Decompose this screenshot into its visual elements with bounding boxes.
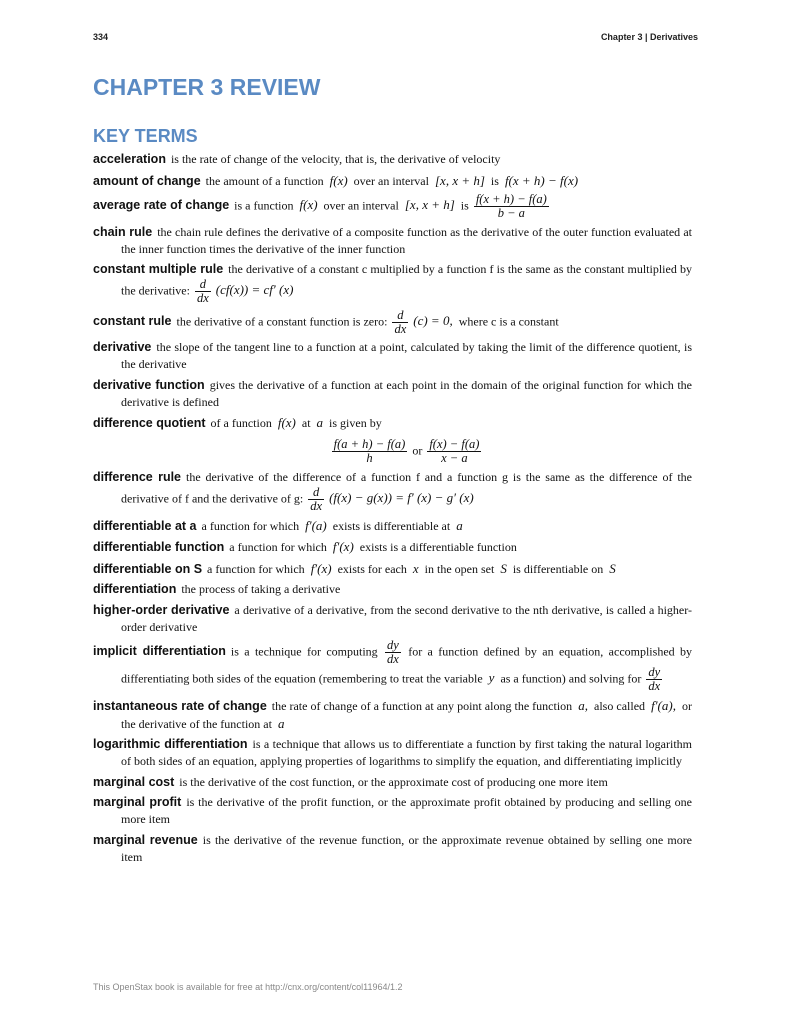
math-expression: f(x)	[329, 172, 348, 188]
definition-text: at	[298, 416, 314, 430]
definition-text: the derivative of a constant function is zero:	[176, 313, 391, 328]
definition-text: the slope of the tangent line to a function at a point, calculated by taking the limit of the difference quotient, is the derivative	[121, 340, 692, 371]
definition-text: the process of taking a derivative	[181, 582, 341, 596]
math-expression: S	[609, 560, 616, 576]
glossary-term: marginal profit	[93, 795, 182, 809]
definition-text: a function for which	[229, 540, 330, 554]
math-expression: f′(x)	[332, 539, 354, 554]
definition-text: for a function defined by an equation, accomplished by differentiating both sides of the equation (remembering to treat the variable	[121, 644, 693, 686]
fraction-numerator: f(x + h) − f(a)	[475, 192, 547, 206]
glossary-term: acceleration	[93, 152, 166, 166]
glossary-entry	[93, 172, 692, 190]
fraction-denominator: h	[366, 451, 373, 465]
definition-text: of a function	[210, 416, 275, 430]
fraction-numerator: f(a + h) − f(a)	[333, 437, 406, 451]
definition-text: is the derivative of the cost function, or the approximate cost of producing one more item	[179, 774, 608, 789]
math-fraction	[195, 278, 211, 305]
fraction-denominator: dx	[310, 499, 323, 513]
glossary-entry	[93, 469, 692, 513]
definition-text: over an interval	[350, 173, 432, 188]
glossary-term: higher-order derivative	[93, 602, 230, 617]
math-expression: f(x)	[299, 197, 318, 213]
definition-text: over an interval	[320, 198, 402, 213]
definition-text: also called	[590, 698, 649, 713]
fraction-numerator: f(x) − f(a)	[429, 437, 480, 451]
definition-text: the derivative of a constant c multiplied by a function f is the same as the constant multiplied by the derivative:	[121, 262, 692, 298]
definition-text: is a function	[234, 198, 297, 213]
math-expression: [x, x + h]	[434, 172, 485, 188]
definition-text: or the derivative of the function at	[121, 698, 692, 731]
math-expression: y	[488, 670, 495, 686]
definition-text: is the rate of change of the velocity, that is, the derivative of velocity	[170, 152, 501, 166]
glossary-term: constant multiple rule	[93, 262, 224, 276]
glossary-entry	[93, 151, 692, 168]
chapter-title: CHAPTER 3 REVIEW	[93, 74, 321, 100]
glossary-entry	[93, 560, 692, 578]
math-expression: f(x)	[277, 415, 296, 430]
definition-text: is	[487, 173, 502, 188]
page-footer: This OpenStax book is available for free at http://cnx.org/content/col11964/1.2	[93, 982, 403, 992]
glossary-term: differentiable on S	[93, 561, 203, 576]
math-expression: (cf(x)) = cf′ (x)	[215, 282, 294, 298]
glossary-term: differentiation	[93, 582, 177, 596]
math-expression: S	[500, 560, 507, 576]
math-fraction	[392, 309, 408, 336]
math-fraction	[385, 639, 401, 666]
fraction-denominator: dx	[394, 321, 407, 336]
glossary-term: amount of change	[93, 173, 201, 188]
math-fraction	[308, 486, 324, 513]
glossary-term: derivative function	[93, 377, 205, 392]
definition-text: the amount of a function	[205, 173, 327, 188]
definition-text: in the open set	[421, 561, 498, 576]
glossary-entry	[93, 309, 692, 336]
page-number: 334	[93, 32, 109, 42]
definition-text: is differentiable on	[509, 561, 607, 576]
math-expression: [x, x + h]	[404, 197, 455, 213]
definition-text: is the derivative of the revenue function, or the approximate revenue obtained by selling one more item	[121, 832, 693, 864]
definition-text: is a technique for computing	[230, 644, 384, 659]
glossary-entry	[93, 414, 692, 465]
definition-text: exists is a differentiable function	[356, 540, 517, 554]
math-expression: f′(x)	[310, 560, 332, 576]
definition-text: exists is differentiable at	[329, 518, 454, 533]
math-expression: f′(a),	[651, 697, 676, 713]
key-terms-list	[93, 151, 692, 869]
glossary-term: instantaneous rate of change	[93, 698, 267, 713]
math-expression: f(x + h) − f(x)	[504, 172, 579, 188]
definition-text: where c is a constant	[455, 313, 559, 328]
glossary-entry	[93, 339, 692, 373]
math-fraction	[646, 666, 662, 693]
glossary-term: marginal revenue	[93, 832, 198, 847]
definition-text: the rate of change of a function at any point along the function	[271, 698, 576, 713]
math-expression: a	[277, 715, 285, 731]
glossary-entry	[93, 538, 692, 556]
fraction-denominator: x − a	[441, 451, 468, 465]
math-fraction	[474, 193, 549, 220]
glossary-entry	[93, 774, 692, 791]
glossary-entry	[93, 261, 692, 305]
math-fraction	[427, 438, 481, 465]
math-expression: (f(x) − g(x)) = f′ (x) − g′ (x)	[329, 490, 474, 506]
definition-text: a function for which	[201, 518, 303, 533]
definition-text: is given by	[326, 416, 382, 430]
glossary-term: average rate of change	[93, 198, 230, 213]
fraction-denominator: dx	[196, 291, 209, 305]
glossary-entry	[93, 581, 692, 598]
math-expression: x	[412, 560, 419, 576]
glossary-entry	[93, 224, 692, 258]
glossary-term: difference quotient	[93, 416, 206, 430]
glossary-entry	[93, 832, 692, 866]
glossary-entry	[93, 602, 692, 636]
definition-text: a function for which	[207, 561, 308, 576]
glossary-entry	[93, 517, 692, 535]
glossary-entry	[93, 377, 692, 411]
glossary-entry	[93, 736, 692, 770]
definition-text: as a function) and solving for	[497, 671, 645, 686]
math-expression: f′(a)	[305, 517, 327, 533]
glossary-entry	[93, 794, 692, 828]
fraction-numerator: d	[392, 309, 408, 323]
math-fraction	[332, 438, 408, 465]
glossary-entry	[93, 193, 692, 220]
math-expression: a,	[578, 697, 588, 713]
glossary-term: marginal cost	[93, 774, 175, 789]
display-equation	[121, 438, 692, 465]
section-heading: KEY TERMS	[93, 126, 198, 146]
definition-text: a derivative of a derivative, from the second derivative to the nth derivative, is called a higher-order derivative	[121, 602, 692, 634]
fraction-numerator: dy	[648, 665, 661, 679]
fraction-numerator: dy	[387, 638, 399, 652]
glossary-term: implicit differentiation	[93, 644, 226, 659]
definition-text: the chain rule defines the derivative of a composite function as the derivative of the outer function evaluated at the inner function times the derivative of the inner function	[121, 224, 693, 256]
definition-text: is a technique that allows us to differentiate a function by first taking the natural logarithm of both sides of an equation, applying properties of logarithms to simplify the equation, and differentiating implicitly	[121, 737, 692, 768]
definition-text: is the derivative of the profit function, or the approximate profit obtained by producing and selling one more item	[121, 795, 692, 826]
math-expression: a	[316, 415, 324, 430]
running-header-chapter: Chapter 3 | Derivatives	[600, 32, 698, 42]
math-expression: (c) = 0,	[413, 312, 453, 328]
definition-text: is	[457, 198, 472, 213]
glossary-entry	[93, 639, 692, 693]
fraction-numerator: d	[308, 486, 324, 500]
glossary-term: constant rule	[93, 313, 172, 328]
definition-text: gives the derivative of a function at each point in the domain of the original function for which the derivative is defined	[121, 377, 692, 409]
definition-text: or	[409, 443, 426, 458]
definition-text: the derivative of the difference of a function f and a function g is the same as the difference of the derivative of f and the derivative of g:	[121, 470, 693, 506]
glossary-entry	[93, 697, 692, 733]
glossary-term: chain rule	[93, 224, 153, 239]
glossary-term: derivative	[93, 340, 152, 354]
glossary-term: differentiable function	[93, 540, 225, 554]
fraction-denominator: dx	[387, 652, 399, 666]
math-expression: a	[456, 517, 463, 533]
fraction-numerator: d	[195, 278, 211, 292]
glossary-term: differentiable at a	[93, 518, 197, 533]
definition-text: exists for each	[334, 561, 410, 576]
glossary-term: logarithmic differentiation	[93, 737, 248, 751]
glossary-term: difference rule	[93, 470, 182, 484]
fraction-denominator: dx	[648, 679, 661, 693]
fraction-denominator: b − a	[497, 206, 525, 220]
